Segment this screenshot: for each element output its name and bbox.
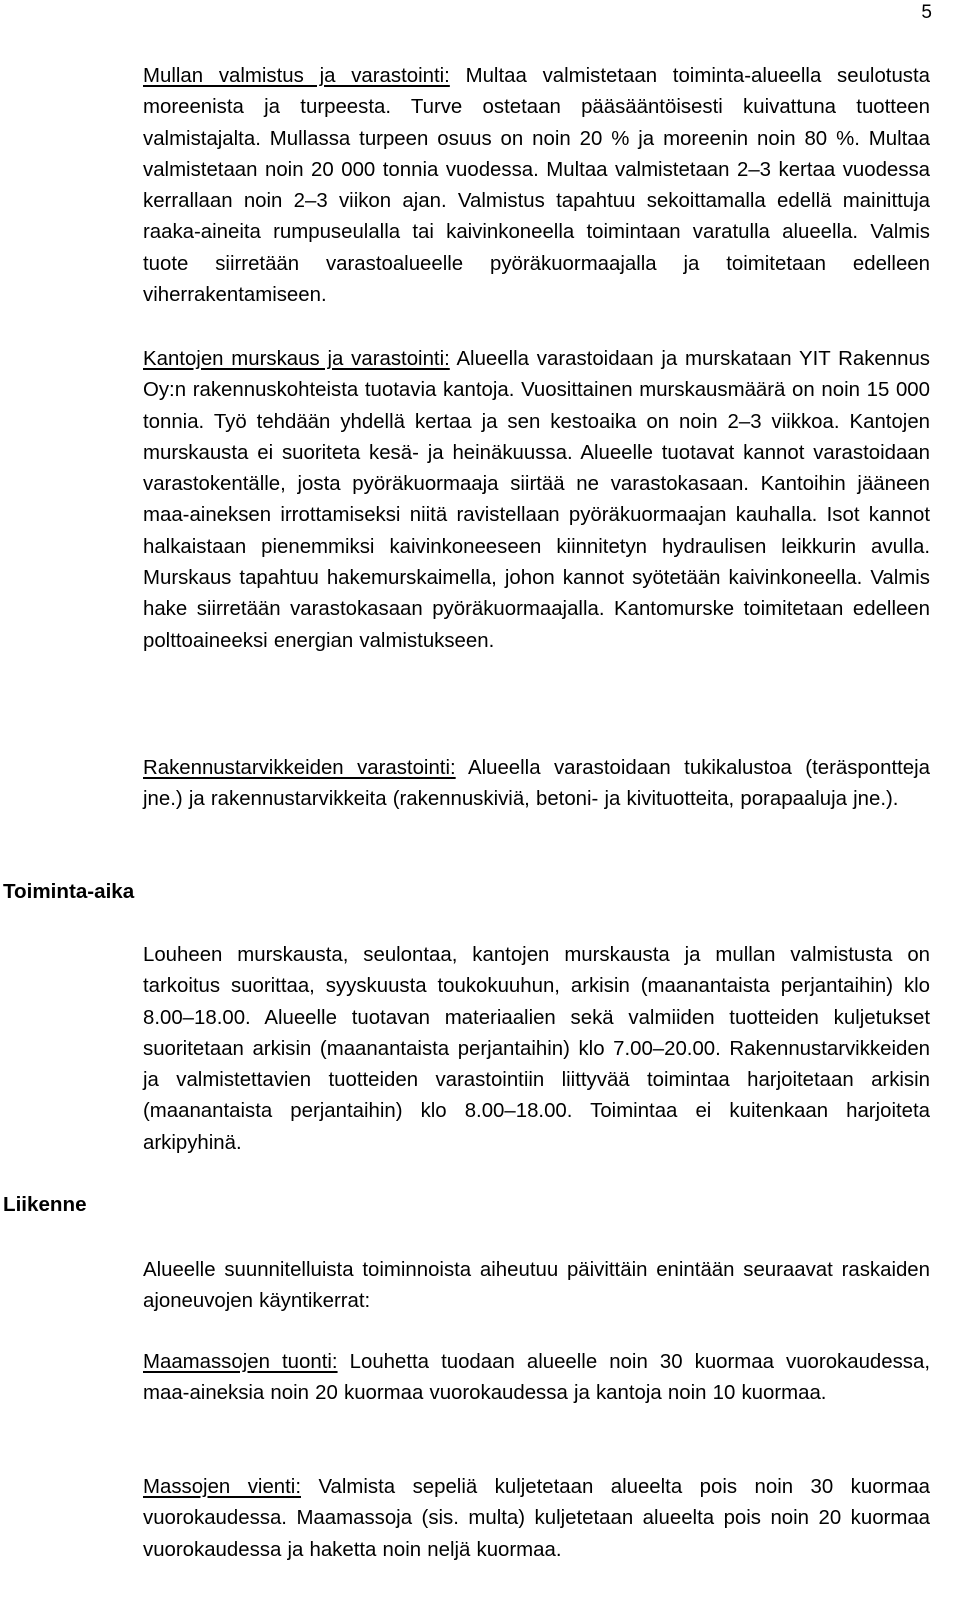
paragraph-body-maamassojen-tuonti: Louhetta tuodaan alueelle noin 30 kuormaa vuorokaudessa, maa-aineksia noin 20 kuormaa vuorokaudessa ja kantoja noin 10 kuormaa. (143, 1351, 930, 1405)
paragraph-toiminta-aika: Louheen murskausta, seulontaa, kantojen murskausta ja mullan valmistusta on tarkoitus suorittaa, syyskuusta toukokuuhun, arkisin (maanantaista perjantaihin) klo 8.00–18.00. Alueelle tuotavan materiaalien sekä valmiiden tuotteiden kuljetukset suoritetaan arkisin (maanantaista perjantaihin) klo 7.00–20.00. Rakennustarvikkeiden ja valmistettavien tuotteiden varastointiin liittyvää toimintaa harjoitetaan arkisin (maanantaista perjantaihin) klo 8.00–18.00. Toimintaa ei kuitenkaan harjoiteta arkipyhinä. (143, 944, 930, 1154)
page-number: 5 (921, 2, 932, 23)
paragraph-lead-kantojen-murskaus: Kantojen murskaus ja varastointi: (143, 348, 450, 370)
paragraph-kantojen-murskaus (143, 344, 930, 657)
paragraph-lead-maamassojen-tuonti: Maamassojen tuonti: (143, 1351, 338, 1373)
paragraph-liikenne-intro: Alueelle suunnitelluista toiminnoista aiheutuu päivittäin enintään seuraavat raskaiden ajoneuvojen käyntikerrat: (143, 1259, 930, 1313)
paragraph-lead-massojen-vienti: Massojen vienti: (143, 1476, 301, 1498)
paragraph-body-mullan-valmistus: Multaa valmistetaan toiminta-alueella seulotusta moreenista ja turpeesta. Turve ostetaan pääsääntöisesti kuivattuna tuotteen valmistajalta. Mullassa turpeen osuus on noin 20 % ja moreenin noin 80 %. Multaa valmistetaan noin 20 000 tonnia vuodessa. Multaa valmistetaan 2–3 kertaa vuodessa kerrallaan noin 2–3 viikon ajan. Valmistus tapahtuu sekoittamalla edellä mainittuja raaka-aineita rumpuseulalla tai kaivinkoneella toimintaan varatulla alueella. Valmis tuote siirretään varastoalueelle pyöräkuormaajalla ja toimitetaan edelleen viherrakentamiseen. (143, 65, 931, 307)
paragraph-mullan-valmistus (143, 61, 930, 311)
heading-toiminta-aika: Toiminta-aika (3, 880, 135, 903)
paragraph-body-kantojen-murskaus: Alueella varastoidaan ja murskataan YIT Rakennus Oy:n rakennuskohteista tuotavia kantoja. Vuosittainen murskausmäärä on noin 15 000 tonnia. Työ tehdään yhdellä kertaa ja sen kestoaika on noin 2–3 viikkoa. Kantojen murskausta ei suoriteta kesä- ja heinäkuussa. Alueelle tuotavat kannot varastoidaan varastokentälle, josta pyöräkuormaaja siirtää ne varastokasaan. Kantoihin jääneen maa-aineksen irrottamiseksi niitä ravistellaan pyöräkuormaajan kauhalla. Isot kannot halkaistaan pienemmiksi kaivinkoneeseen kiinnitetyn hydraulisen leikkurin avulla. Murskaus tapahtuu hakemurskaimella, johon kannot syötetään kaivinkoneella. Valmis hake siirretään varastokasaan pyöräkuormaajalla. Kantomurske toimitetaan edelleen polttoaineeksi energian valmistukseen. (143, 348, 930, 652)
paragraph-lead-mullan-valmistus: Mullan valmistus ja varastointi: (143, 65, 450, 87)
paragraph-body-rakennustarvikkeet: Alueella varastoidaan tukikalustoa (teräspontteja jne.) ja rakennustarvikkeita (rakennuskiviä, betoni- ja kivituotteita, porapaaluja jne.). (143, 757, 930, 811)
heading-liikenne: Liikenne (3, 1193, 87, 1216)
paragraph-body-massojen-vienti: Valmista sepeliä kuljetetaan alueelta pois noin 30 kuormaa vuorokaudessa. Maamassoja (sis. multa) kuljetetaan alueelta pois noin 20 kuormaa vuorokaudessa ja haketta noin neljä kuormaa. (143, 1476, 930, 1561)
paragraph-lead-rakennustarvikkeet: Rakennustarvikkeiden varastointi: (143, 757, 456, 779)
paragraph-maamassojen-tuonti (143, 1347, 930, 1410)
paragraph-massojen-vienti (143, 1472, 930, 1566)
paragraph-rakennustarvikkeet (143, 753, 930, 816)
